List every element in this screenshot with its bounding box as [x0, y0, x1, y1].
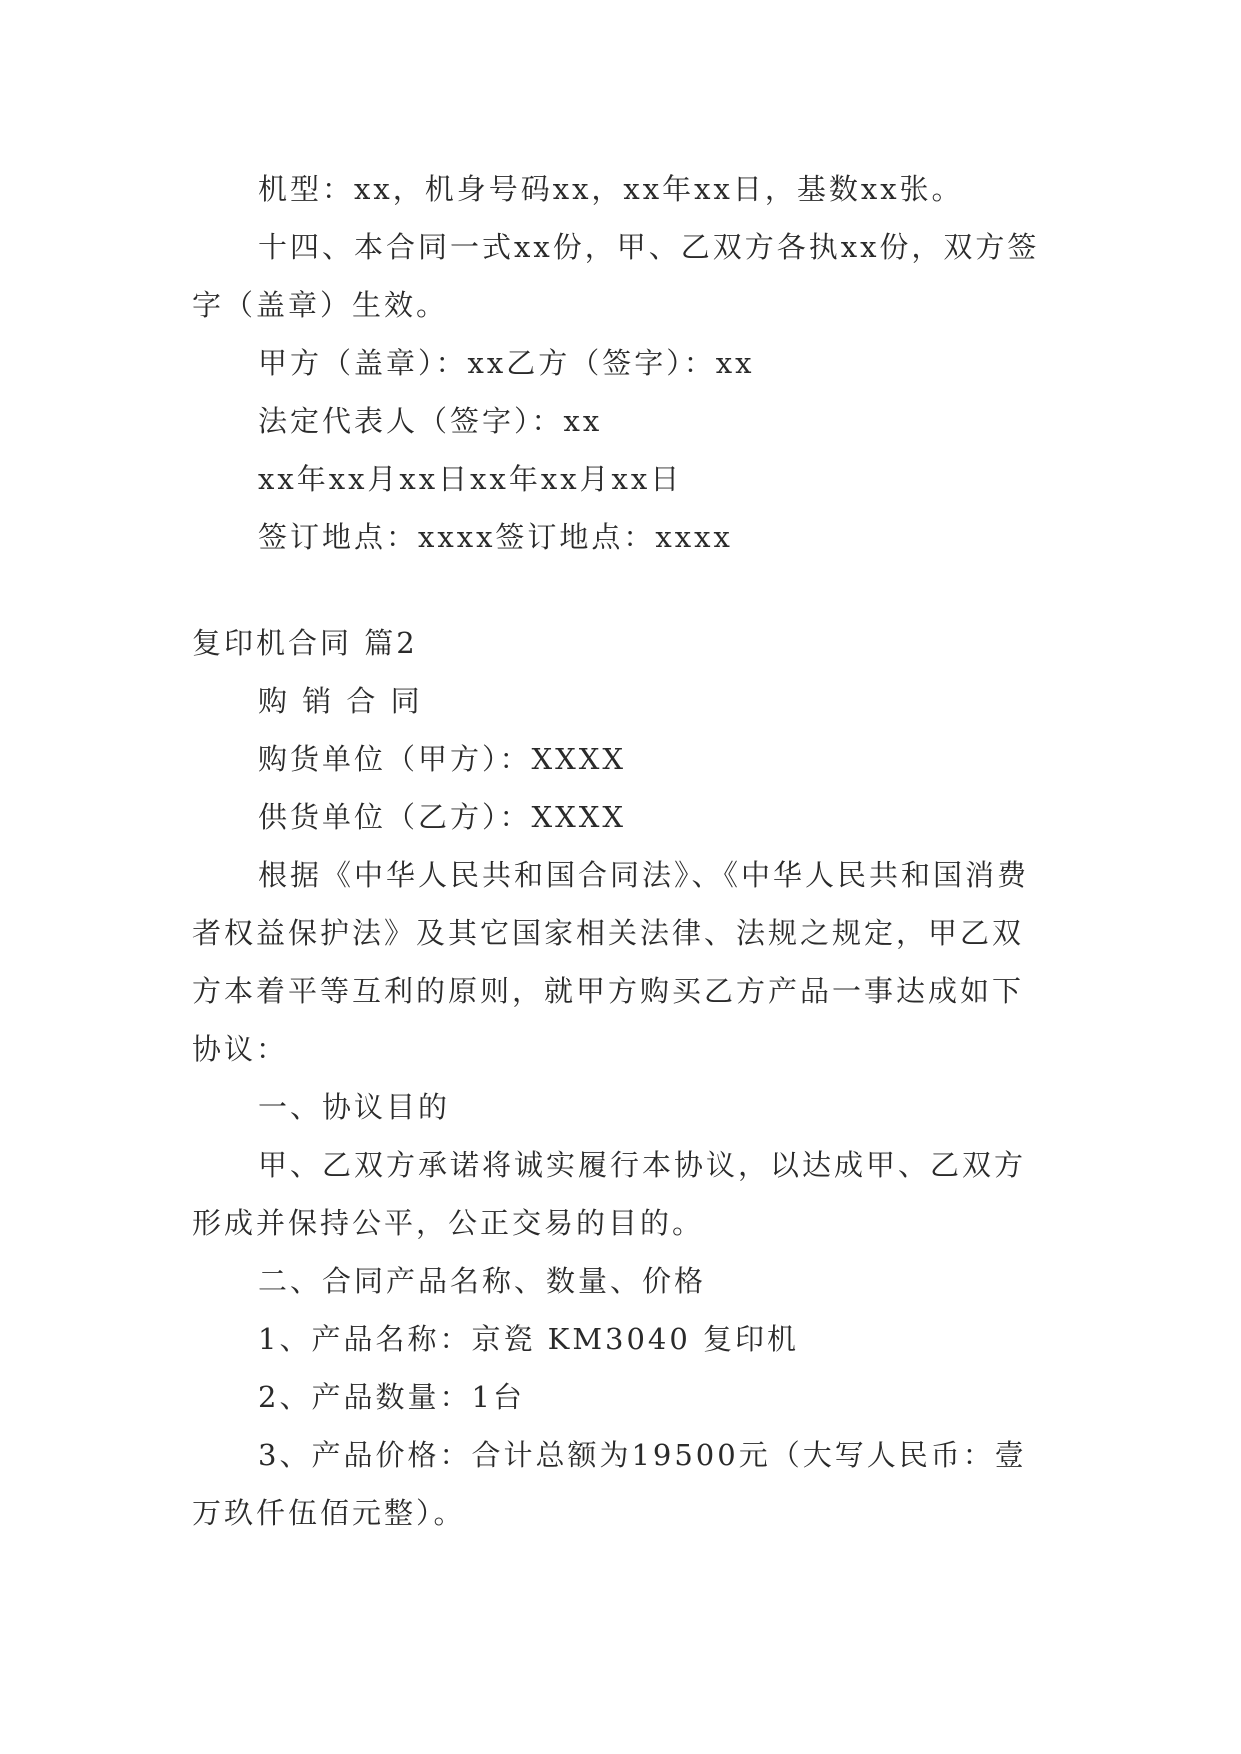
paragraph-signatures: 甲方（盖章）：xx乙方（签字）：xx	[258, 346, 755, 380]
paragraph-legal-basis: 根据《中华人民共和国合同法》、《中华人民共和国消费者权益保护法》及其它国家相关法律、法规之规定，甲乙双方本着平等互利的原则，就甲方购买乙方产品一事达成如下协议：	[192, 858, 1030, 1066]
document-body	[192, 160, 1050, 1542]
section-title: 复印机合同 篇2	[192, 626, 418, 660]
paragraph-legal-representative: 法定代表人（签字）：xx	[258, 404, 603, 438]
paragraph-supplier: 供货单位（乙方）：XXXX	[258, 800, 627, 834]
paragraph-signing-place: 签订地点：xxxx签订地点：xxxx	[258, 520, 733, 554]
paragraph-product-name: 1、产品名称：京瓷 KM3040 复印机	[258, 1322, 800, 1356]
contract-heading: 购 销 合 同	[258, 684, 423, 718]
clause-heading-product: 二、合同产品名称、数量、价格	[258, 1264, 707, 1298]
paragraph-dates: xx年xx月xx日xx年xx月xx日	[258, 462, 683, 496]
paragraph-product-price: 3、产品价格：合计总额为19500元（大写人民币：壹万玖仟伍佰元整）。	[192, 1438, 1027, 1530]
paragraph-buyer: 购货单位（甲方）：XXXX	[258, 742, 627, 776]
paragraph-model-info: 机型：xx，机身号码xx，xx年xx日，基数xx张。	[258, 172, 964, 206]
paragraph-copies-clause: 十四、本合同一式xx份，甲、乙双方各执xx份，双方签字（盖章）生效。	[192, 230, 1040, 322]
paragraph-product-quantity: 2、产品数量：1台	[258, 1380, 525, 1414]
paragraph-purpose: 甲、乙双方承诺将诚实履行本协议，以达成甲、乙双方形成并保持公平，公正交易的目的。	[192, 1148, 1027, 1240]
clause-heading-purpose: 一、协议目的	[258, 1090, 451, 1124]
